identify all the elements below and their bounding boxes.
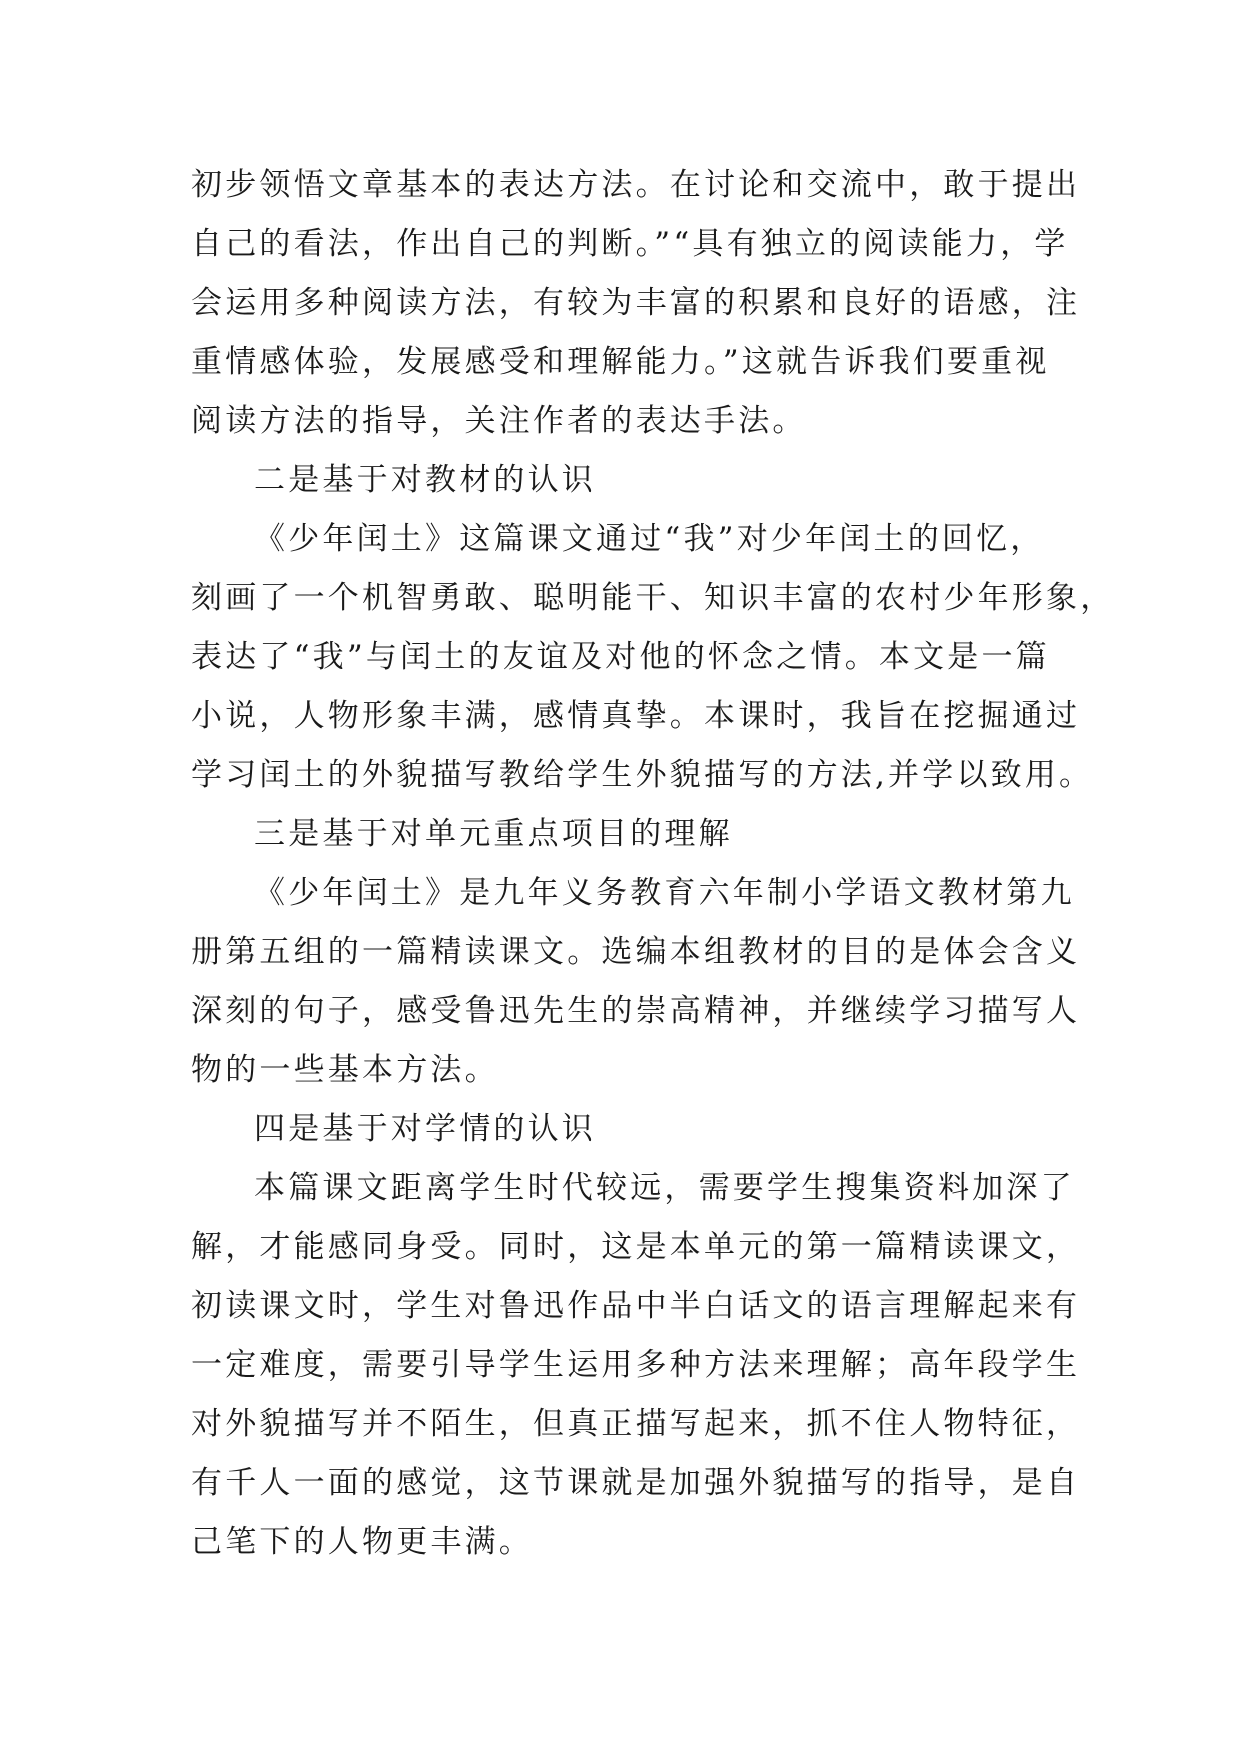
body-text [191, 156, 1115, 1572]
text-line: 初读课文时，学生对鲁迅作品中半白话文的语言理解起来有 [191, 1288, 1081, 1324]
text-line: 深刻的句子，感受鲁迅先生的崇高精神，并继续学习描写人 [191, 993, 1081, 1029]
text-line: 重情感体验，发展感受和理解能力。”这就告诉我们要重视 [191, 344, 1050, 380]
text-line: 对外貌描写并不陌生，但真正描写起来，抓不住人物特征， [191, 1406, 1081, 1442]
text-line: 己笔下的人物更丰满。 [191, 1524, 533, 1560]
text-line: 初步领悟文章基本的表达方法。在讨论和交流中，敢于提出 [191, 167, 1081, 203]
text-line: 册第五组的一篇精读课文。选编本组教材的目的是体会含义 [191, 934, 1081, 970]
text-line: 有千人一面的感觉，这节课就是加强外貌描写的指导，是自 [191, 1465, 1081, 1501]
paragraph-first-line: 本篇课文距离学生时代较远，需要学生搜集资料加深了 [254, 1170, 1075, 1206]
text-line: 物的一些基本方法。 [191, 1052, 499, 1088]
text-line: 刻画了一个机智勇敢、聪明能干、知识丰富的农村少年形象， [191, 580, 1115, 616]
text-line: 学习闰土的外貌描写教给学生外貌描写的方法,并学以致用。 [191, 757, 1094, 793]
section-heading-2: 二是基于对教材的认识 [254, 462, 596, 498]
text-line: 表达了“我”与闰土的友谊及对他的怀念之情。本文是一篇 [191, 639, 1050, 675]
paragraph-first-line: 《少年闰土》这篇课文通过“我”对少年闰土的回忆， [254, 521, 1045, 557]
text-line: 阅读方法的指导，关注作者的表达手法。 [191, 403, 807, 439]
paragraph-first-line: 《少年闰土》是九年义务教育六年制小学语文教材第九 [254, 875, 1075, 911]
section-heading-4: 四是基于对学情的认识 [254, 1111, 596, 1147]
text-line: 小说，人物形象丰满，感情真挚。本课时，我旨在挖掘通过 [191, 698, 1081, 734]
text-line: 会运用多种阅读方法，有较为丰富的积累和良好的语感，注 [191, 285, 1081, 321]
section-heading-3: 三是基于对单元重点项目的理解 [254, 816, 733, 852]
text-line: 自己的看法，作出自己的判断。”“具有独立的阅读能力，学 [191, 226, 1069, 262]
text-line: 解，才能感同身受。同时，这是本单元的第一篇精读课文， [191, 1229, 1081, 1265]
text-line: 一定难度，需要引导学生运用多种方法来理解；高年段学生 [191, 1347, 1081, 1383]
